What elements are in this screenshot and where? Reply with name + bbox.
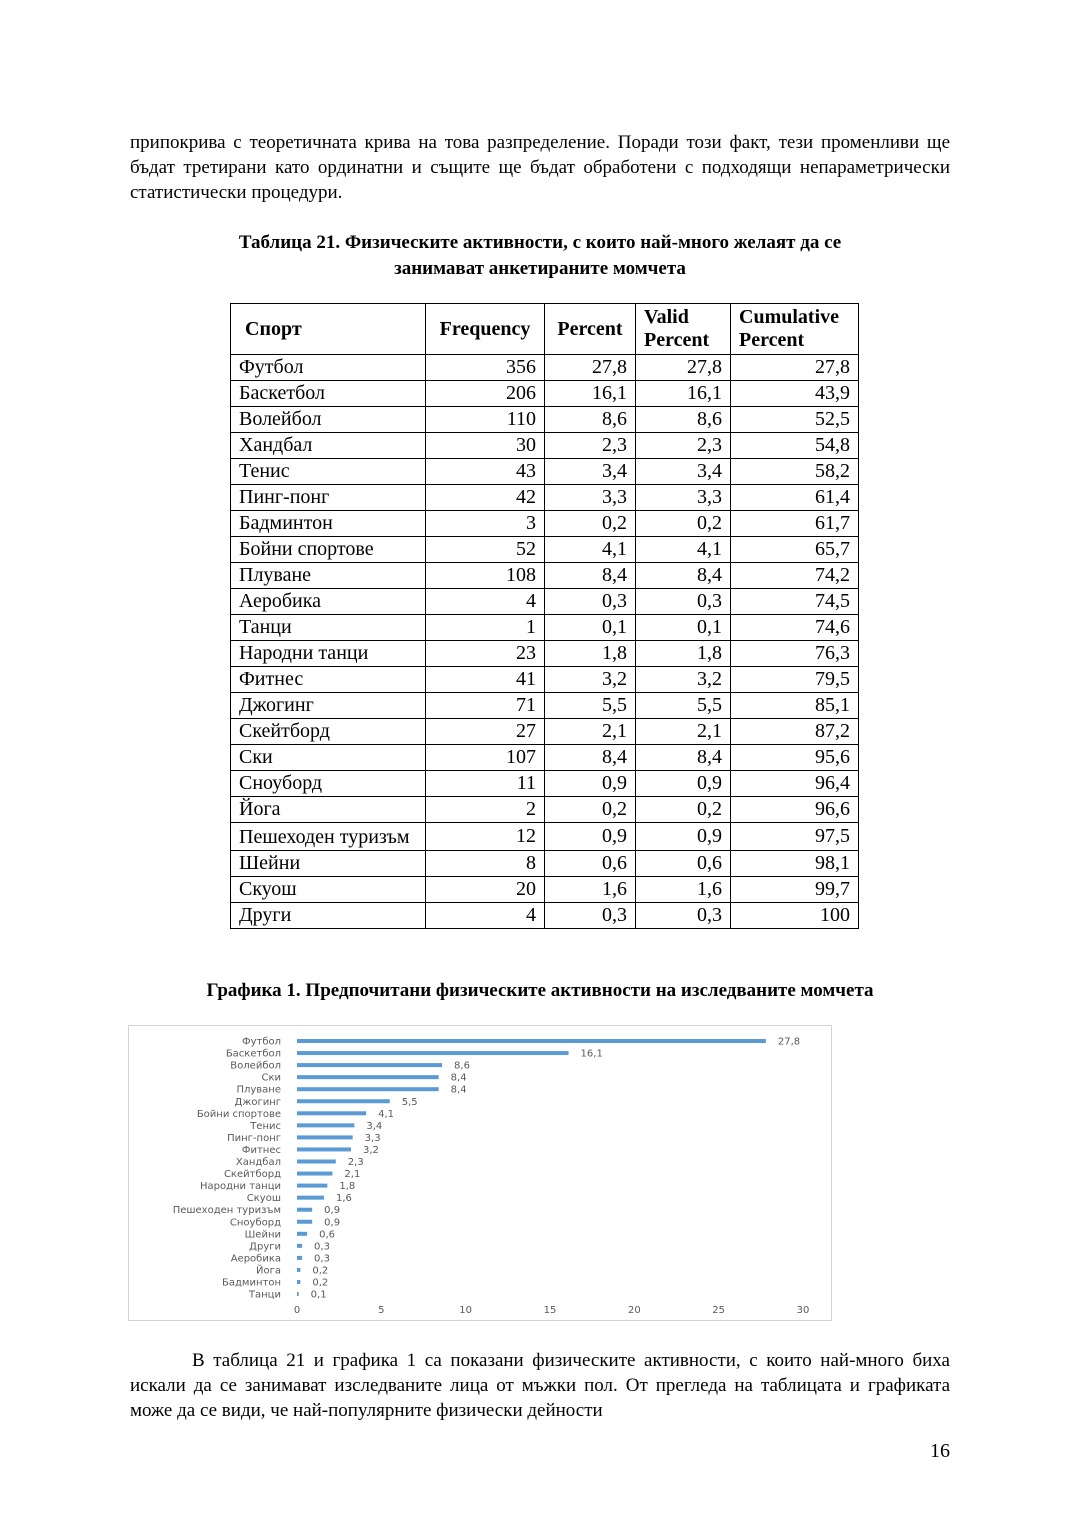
cell-percent: 0,9 xyxy=(545,823,636,851)
cell-valid-percent: 2,1 xyxy=(636,719,731,745)
table-caption-line-1: Таблица 21. Физическите активности, с които най-много желаят да се xyxy=(238,232,842,253)
cell-cumulative-percent: 97,5 xyxy=(731,823,859,851)
cell-sport: Скуош xyxy=(231,877,426,903)
cell-sport: Волейбол xyxy=(231,407,426,433)
cell-cumulative-percent: 79,5 xyxy=(731,667,859,693)
value-label: 0,3 xyxy=(314,1253,330,1265)
table-row xyxy=(231,797,859,823)
category-label: Бадминтон xyxy=(222,1277,281,1289)
value-label: 0,6 xyxy=(319,1229,336,1241)
x-tick-label: 25 xyxy=(712,1305,726,1316)
cell-valid-percent: 0,3 xyxy=(636,589,731,615)
cell-cumulative-percent: 76,3 xyxy=(731,641,859,667)
header-valid-percent: Valid Percent xyxy=(636,304,731,355)
cell-cumulative-percent: 95,6 xyxy=(731,745,859,771)
table-row xyxy=(231,771,859,797)
bar xyxy=(297,1280,300,1284)
value-label: 0,1 xyxy=(310,1289,327,1301)
cell-sport: Футбол xyxy=(231,355,426,381)
cell-valid-percent: 5,5 xyxy=(636,693,731,719)
bar xyxy=(297,1268,300,1272)
table-row xyxy=(231,667,859,693)
cell-valid-percent: 0,2 xyxy=(636,511,731,537)
cell-frequency: 2 xyxy=(426,797,545,823)
category-label: Плуване xyxy=(236,1084,281,1096)
cell-frequency: 110 xyxy=(426,407,545,433)
cell-cumulative-percent: 87,2 xyxy=(731,719,859,745)
cell-cumulative-percent: 100 xyxy=(731,903,859,929)
cell-frequency: 108 xyxy=(426,563,545,589)
cell-valid-percent: 1,6 xyxy=(636,877,731,903)
value-label: 16,1 xyxy=(580,1048,603,1060)
cell-valid-percent: 0,1 xyxy=(636,615,731,641)
cell-cumulative-percent: 65,7 xyxy=(731,537,859,563)
cell-cumulative-percent: 52,5 xyxy=(731,407,859,433)
cell-sport: Народни танци xyxy=(231,641,426,667)
bar xyxy=(297,1075,439,1079)
cell-frequency: 4 xyxy=(426,903,545,929)
table-row xyxy=(231,719,859,745)
cell-cumulative-percent: 74,6 xyxy=(731,615,859,641)
x-tick-label: 10 xyxy=(459,1305,473,1316)
cell-percent: 2,3 xyxy=(545,433,636,459)
bar xyxy=(297,1111,366,1115)
cell-cumulative-percent: 43,9 xyxy=(731,381,859,407)
cell-sport: Бадминтон xyxy=(231,511,426,537)
cell-valid-percent: 1,8 xyxy=(636,641,731,667)
value-label: 0,2 xyxy=(312,1277,329,1289)
cell-frequency: 1 xyxy=(426,615,545,641)
value-label: 8,6 xyxy=(454,1060,470,1072)
cell-cumulative-percent: 98,1 xyxy=(731,851,859,877)
table-row xyxy=(231,433,859,459)
cell-frequency: 71 xyxy=(426,693,545,719)
cell-sport: Хандбал xyxy=(231,433,426,459)
bar xyxy=(297,1244,302,1248)
table-row xyxy=(231,355,859,381)
table-row xyxy=(231,563,859,589)
bar xyxy=(297,1208,312,1212)
table-row xyxy=(231,877,859,903)
cell-frequency: 30 xyxy=(426,433,545,459)
category-label: Други xyxy=(249,1241,281,1253)
cell-sport: Други xyxy=(231,903,426,929)
value-label: 0,3 xyxy=(314,1241,330,1253)
frequency-table xyxy=(230,303,859,929)
category-label: Фитнес xyxy=(241,1144,281,1156)
cell-frequency: 43 xyxy=(426,459,545,485)
table-caption xyxy=(130,230,950,282)
header-frequency: Frequency xyxy=(426,304,545,355)
category-label: Скуош xyxy=(246,1193,281,1205)
cell-valid-percent: 8,4 xyxy=(636,563,731,589)
cell-frequency: 4 xyxy=(426,589,545,615)
x-tick-label: 20 xyxy=(627,1305,641,1316)
cell-valid-percent: 3,4 xyxy=(636,459,731,485)
cell-percent: 0,6 xyxy=(545,851,636,877)
cell-percent: 16,1 xyxy=(545,381,636,407)
cell-frequency: 206 xyxy=(426,381,545,407)
cell-percent: 0,2 xyxy=(545,511,636,537)
cell-valid-percent: 0,3 xyxy=(636,903,731,929)
value-label: 4,1 xyxy=(378,1108,395,1120)
cell-frequency: 27 xyxy=(426,719,545,745)
cell-cumulative-percent: 85,1 xyxy=(731,693,859,719)
outro-paragraph: В таблица 21 и графика 1 са показани физическите активности, с които най-много биха искали да се занимават изследваните лица от мъжки пол. От прегледа на таблицата и графиката може да се види, че най-популярните физически дейности xyxy=(130,1350,950,1421)
category-label: Пинг-понг xyxy=(227,1132,281,1144)
cell-valid-percent: 3,2 xyxy=(636,667,731,693)
table-header-row xyxy=(231,304,859,355)
cell-frequency: 52 xyxy=(426,537,545,563)
table-row xyxy=(231,903,859,929)
cell-valid-percent: 8,4 xyxy=(636,745,731,771)
bar xyxy=(297,1087,439,1091)
x-tick-label: 15 xyxy=(543,1305,557,1316)
table-row xyxy=(231,537,859,563)
value-label: 1,8 xyxy=(339,1181,356,1193)
bar xyxy=(297,1063,442,1067)
table-row xyxy=(231,459,859,485)
category-label: Аеробика xyxy=(230,1253,281,1265)
category-label: Сноуборд xyxy=(229,1217,281,1229)
cell-sport: Плуване xyxy=(231,563,426,589)
table-row xyxy=(231,511,859,537)
cell-valid-percent: 0,6 xyxy=(636,851,731,877)
cell-sport: Тенис xyxy=(231,459,426,485)
header-cumulative-percent: Cumulative Percent xyxy=(731,304,859,355)
bar xyxy=(297,1147,351,1151)
cell-cumulative-percent: 27,8 xyxy=(731,355,859,381)
cell-valid-percent: 3,3 xyxy=(636,485,731,511)
cell-frequency: 23 xyxy=(426,641,545,667)
category-label: Бойни спортове xyxy=(196,1108,281,1120)
cell-valid-percent: 4,1 xyxy=(636,537,731,563)
cell-percent: 5,5 xyxy=(545,693,636,719)
bar xyxy=(297,1051,569,1055)
cell-percent: 1,6 xyxy=(545,877,636,903)
cell-percent: 8,4 xyxy=(545,745,636,771)
cell-cumulative-percent: 54,8 xyxy=(731,433,859,459)
cell-percent: 0,1 xyxy=(545,615,636,641)
category-label: Волейбол xyxy=(230,1060,281,1072)
category-label: Пешеходен туризъм xyxy=(172,1205,281,1217)
cell-frequency: 42 xyxy=(426,485,545,511)
cell-percent: 0,3 xyxy=(545,589,636,615)
value-label: 2,3 xyxy=(347,1157,364,1168)
cell-valid-percent: 2,3 xyxy=(636,433,731,459)
cell-cumulative-percent: 61,7 xyxy=(731,511,859,537)
chart-caption: Графика 1. Предпочитани физическите активности на изследваните момчета xyxy=(206,980,874,1001)
cell-percent: 0,2 xyxy=(545,797,636,823)
table-row xyxy=(231,407,859,433)
cell-cumulative-percent: 99,7 xyxy=(731,877,859,903)
table-row xyxy=(231,485,859,511)
x-tick-label: 0 xyxy=(293,1305,301,1316)
bar xyxy=(297,1196,324,1200)
cell-sport: Бойни спортове xyxy=(231,537,426,563)
cell-cumulative-percent: 61,4 xyxy=(731,485,859,511)
page-number: 16 xyxy=(930,1440,950,1462)
header-percent: Percent xyxy=(545,304,636,355)
value-label: 3,4 xyxy=(366,1120,383,1132)
category-label: Тенис xyxy=(250,1120,281,1132)
value-label: 0,9 xyxy=(324,1217,341,1229)
cell-percent: 1,8 xyxy=(545,641,636,667)
cell-sport: Пинг-понг xyxy=(231,485,426,511)
cell-valid-percent: 8,6 xyxy=(636,407,731,433)
category-label: Джогинг xyxy=(234,1096,281,1108)
category-label: Шейни xyxy=(244,1229,281,1241)
cell-cumulative-percent: 74,2 xyxy=(731,563,859,589)
cell-percent: 2,1 xyxy=(545,719,636,745)
table-row xyxy=(231,615,859,641)
value-label: 3,2 xyxy=(362,1144,379,1156)
cell-cumulative-percent: 74,5 xyxy=(731,589,859,615)
cell-valid-percent: 0,9 xyxy=(636,771,731,797)
category-label: Скейтборд xyxy=(223,1169,281,1181)
cell-frequency: 11 xyxy=(426,771,545,797)
category-label: Йога xyxy=(256,1265,281,1277)
cell-percent: 8,6 xyxy=(545,407,636,433)
cell-frequency: 41 xyxy=(426,667,545,693)
cell-sport: Баскетбол xyxy=(231,381,426,407)
category-label: Танци xyxy=(248,1289,281,1301)
category-label: Народни танци xyxy=(199,1181,281,1193)
cell-sport: Скейтборд xyxy=(231,719,426,745)
bar xyxy=(297,1256,302,1260)
table-row xyxy=(231,641,859,667)
cell-valid-percent: 16,1 xyxy=(636,381,731,407)
cell-sport: Танци xyxy=(231,615,426,641)
cell-sport: Ски xyxy=(231,745,426,771)
bar-chart-svg xyxy=(129,1026,831,1320)
table-row xyxy=(231,693,859,719)
cell-percent: 3,4 xyxy=(545,459,636,485)
table-row xyxy=(231,745,859,771)
cell-frequency: 8 xyxy=(426,851,545,877)
bar xyxy=(297,1220,312,1224)
cell-percent: 3,3 xyxy=(545,485,636,511)
cell-valid-percent: 0,2 xyxy=(636,797,731,823)
cell-percent: 8,4 xyxy=(545,563,636,589)
value-label: 5,5 xyxy=(401,1096,418,1108)
cell-percent: 27,8 xyxy=(545,355,636,381)
bar xyxy=(297,1232,307,1236)
bar xyxy=(297,1292,299,1296)
intro-paragraph: припокрива с теоретичната крива на това разпределение. Поради този факт, тези променливи ще бъдат третирани като ординатни и същите ще бъдат обработени с подходящи непараметрически статистически процедури. xyxy=(130,132,950,203)
value-label: 8,4 xyxy=(450,1084,467,1096)
table-row xyxy=(231,381,859,407)
x-tick-label: 30 xyxy=(796,1305,810,1316)
bar xyxy=(297,1160,336,1164)
bar xyxy=(297,1172,332,1176)
cell-sport: Шейни xyxy=(231,851,426,877)
table-row xyxy=(231,851,859,877)
category-label: Футбол xyxy=(241,1036,281,1048)
bar xyxy=(297,1123,354,1127)
value-label: 1,6 xyxy=(335,1193,352,1205)
cell-cumulative-percent: 58,2 xyxy=(731,459,859,485)
category-label: Баскетбол xyxy=(225,1048,281,1060)
cell-frequency: 12 xyxy=(426,823,545,851)
table-row xyxy=(231,823,859,851)
value-label: 8,4 xyxy=(450,1072,467,1084)
value-label: 3,3 xyxy=(364,1132,381,1144)
value-label: 0,9 xyxy=(324,1205,341,1217)
cell-valid-percent: 0,9 xyxy=(636,823,731,851)
header-sport: Спорт xyxy=(231,304,426,355)
category-label: Хандбал xyxy=(235,1157,281,1168)
cell-cumulative-percent: 96,4 xyxy=(731,771,859,797)
cell-percent: 0,3 xyxy=(545,903,636,929)
cell-frequency: 356 xyxy=(426,355,545,381)
bar xyxy=(297,1099,390,1103)
cell-sport: Пешеходен туризъм xyxy=(231,823,426,851)
cell-sport: Сноуборд xyxy=(231,771,426,797)
cell-cumulative-percent: 96,6 xyxy=(731,797,859,823)
cell-percent: 4,1 xyxy=(545,537,636,563)
cell-sport: Джогинг xyxy=(231,693,426,719)
bar-chart xyxy=(128,1025,832,1321)
x-tick-label: 5 xyxy=(378,1305,385,1316)
value-label: 2,1 xyxy=(344,1169,361,1181)
table-row xyxy=(231,589,859,615)
table-body xyxy=(231,355,859,929)
cell-frequency: 107 xyxy=(426,745,545,771)
value-label: 27,8 xyxy=(777,1036,801,1048)
cell-sport: Йога xyxy=(231,797,426,823)
cell-sport: Фитнес xyxy=(231,667,426,693)
bar xyxy=(297,1184,327,1188)
cell-frequency: 3 xyxy=(426,511,545,537)
bar xyxy=(297,1039,766,1043)
cell-percent: 0,9 xyxy=(545,771,636,797)
cell-sport: Аеробика xyxy=(231,589,426,615)
cell-valid-percent: 27,8 xyxy=(636,355,731,381)
table-caption-line-2: занимават анкетираните момчета xyxy=(394,258,686,279)
cell-frequency: 20 xyxy=(426,877,545,903)
bar xyxy=(297,1135,353,1139)
cell-percent: 3,2 xyxy=(545,667,636,693)
category-label: Ски xyxy=(261,1072,281,1084)
value-label: 0,2 xyxy=(312,1265,329,1277)
